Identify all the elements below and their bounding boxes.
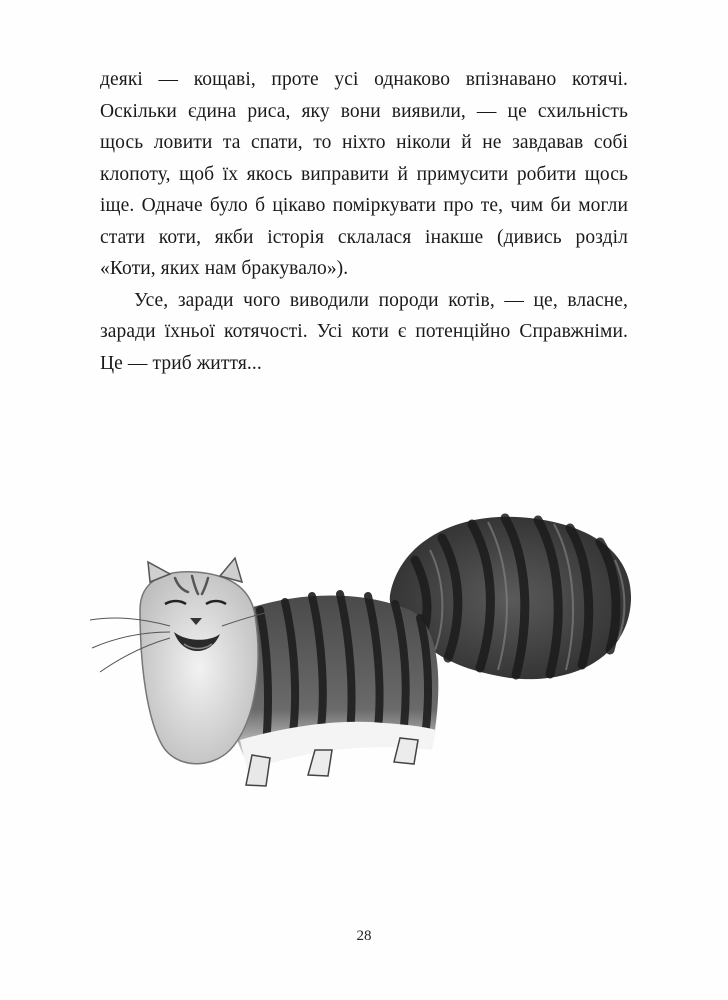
text-line: Оскільки єдина риса, яку вони виявили, — це схильність [100, 100, 628, 122]
text-line: «Коти, яких нам бракувало»). [100, 258, 349, 279]
text-line: заради їхньої котячості. Усі коти є потенційно Справжніми. [100, 321, 628, 342]
text-line-split [100, 190, 628, 253]
text-line: щось ловити та спати, то ніхто ніколи й не завдавав собі [100, 132, 628, 153]
body-text [100, 64, 628, 379]
page-number: 28 [356, 928, 372, 944]
text-line: Це — триб життя... [100, 352, 262, 374]
text-line: деякі — кощаві, проте усі однаково впізнавано котячі. [100, 69, 628, 90]
text-line: клопоту, щоб їх якось виправити й примусити робити щось [100, 163, 628, 185]
text-line: Усе, заради чого виводили породи котів, — це, власне, [134, 289, 628, 311]
text-line: іще. Одначе було б цікаво поміркувати про те, чим би могли стати коти, якби історія склалася інакше (дивись розділ [100, 195, 628, 248]
striped-cat-illustration [70, 500, 650, 800]
